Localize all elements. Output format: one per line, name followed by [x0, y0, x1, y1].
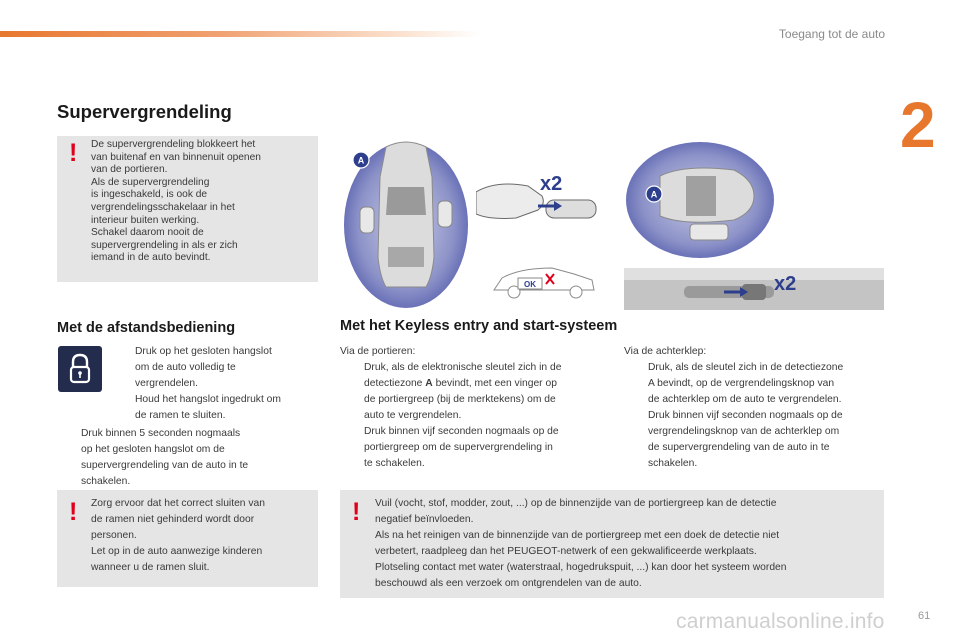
car-side-lock-illustration [490, 264, 600, 300]
warning-note-windows-text: Zorg ervoor dat het correct sluiten van de ramen niet gehinderd wordt door personen. Let op in de auto aanwezige kinderen wanneer u de ramen sluit. [91, 498, 265, 573]
keyless-tailgate-instructions: Via de achterklep: Druk, als de sleutel zich in de detectiezone A bevindt, op de vergrendelingsknop van de achterklep om de auto te vergrendelen. Druk binnen vijf seconden nogmaals op de vergrendelingsknop van de achterklep om de supervergrendeling van de auto in te schakelen. [624, 346, 844, 469]
watermark: carmanualsonline.info [676, 610, 885, 633]
warning-note-detection-text: Vuil (vocht, stof, modder, zout, ...) op de binnenzijde van de portiergreep kan de detectie negatief beïnvloeden. Als na het reinigen van de binnenzijde van de portiergreep met een doek de detectie niet verbetert, raadpleeg dan het PEUGEOT-netwerk of een gekwalificeerde werkplaats. Plotseling contact met water (waterstraal, hogedrukspuit, ...) kan door het systeem worden beschouwd als een verzoek om ontgrendelen van de auto. [375, 498, 787, 589]
remote-step-2: Druk binnen 5 seconden nogmaals op het gesloten hangslot om de supervergrendeling van de auto in te schakelen. [81, 428, 249, 487]
chapter-number: 2 [900, 89, 936, 161]
svg-text:x2: x2 [540, 173, 563, 195]
door-handle-press-illustration [476, 170, 604, 230]
svg-text:OK: OK [524, 280, 536, 289]
svg-text:x2: x2 [774, 273, 797, 295]
tailgate-button-illustration [624, 268, 884, 310]
warning-note-text: De supervergrendeling blokkeert het van buitenaf en van binnenuit openen van de portieren. Als de supervergrendeling is ingeschakeld, is ook de vergrendelingsschakelaar in het interieur buiten werking. Schakel daarom nooit de supervergrendeling in als er zich iemand in de auto bevindt. [91, 139, 261, 264]
keyless-heading: Met het Keyless entry and start-systeem [340, 318, 618, 334]
remote-heading: Met de afstandsbediening [57, 320, 236, 336]
svg-text:A: A [650, 189, 658, 200]
warning-icon: ! [352, 498, 361, 526]
remote-step-1: Druk op het gesloten hangslot om de auto volledig te vergrendelen. Houd het hangslot ingedrukt om de ramen te sluiten. [135, 346, 281, 421]
header-accent-bar [0, 31, 480, 37]
page-title: Supervergrendeling [57, 101, 232, 122]
section-title: Toegang tot de auto [778, 27, 885, 41]
warning-icon: ! [69, 139, 78, 167]
page-number: 61 [918, 610, 931, 622]
padlock-icon [58, 346, 102, 392]
keyless-doors-instructions: Via de portieren: Druk, als de elektronische sleutel zich in de detectiezone A bevindt, met een vinger op de portiergreep (bij de merktekens) om de auto te vergrendelen. Druk binnen vijf seconden nogmaals op de portiergreep om de supervergrendeling in te schakelen. [340, 346, 562, 469]
warning-icon: ! [69, 498, 78, 526]
zone-a-badge [352, 151, 370, 169]
svg-text:A: A [357, 155, 365, 166]
tailgate-detection-zone-illustration [624, 140, 776, 262]
